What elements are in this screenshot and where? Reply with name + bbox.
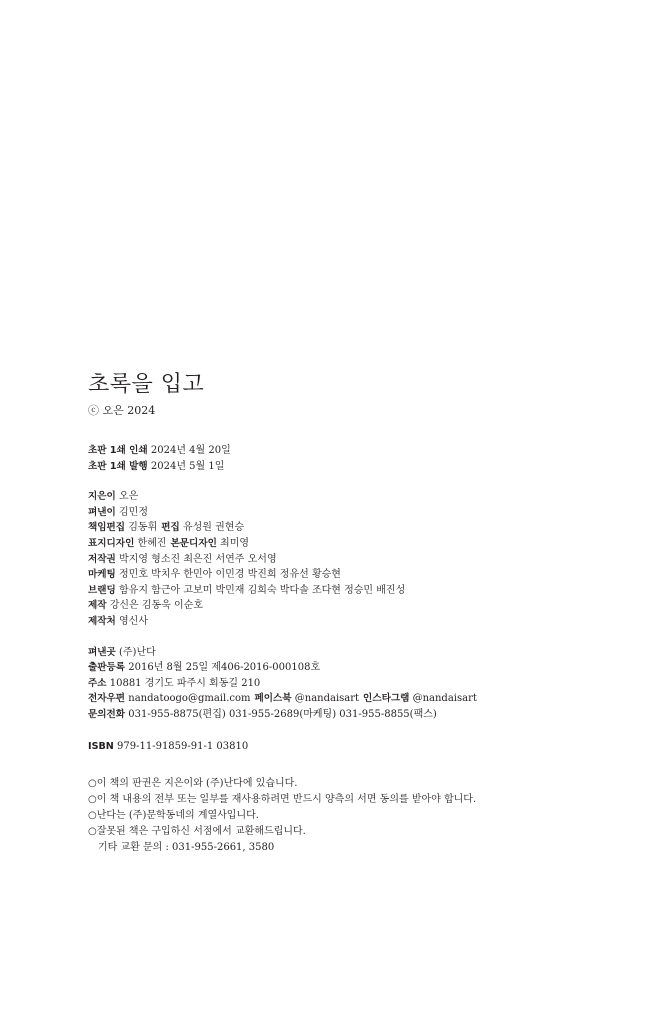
credit-line-value: 김동휘 xyxy=(128,522,158,534)
credit-line-label: 마케팅 xyxy=(88,569,116,581)
credit-line xyxy=(88,614,648,630)
credit-line-label: 저작권 xyxy=(88,553,116,565)
colophon xyxy=(88,370,648,856)
credit-line-value: 함유지 함근아 고보미 박민재 김희숙 박다솔 조다현 정승민 배진성 xyxy=(119,584,406,596)
credit-line-value: 유성원 권현승 xyxy=(182,522,245,534)
note-line: ○이 책 내용의 전부 또는 일부를 재사용하려면 반드시 양측의 서면 동의를 받아야 합니다. xyxy=(88,794,477,806)
credit-line xyxy=(88,520,648,536)
printing-line-label: 초판 1쇄 발행 xyxy=(88,460,148,472)
publisher-info xyxy=(88,645,648,723)
printing-line-value: 2024년 5월 1일 xyxy=(150,460,225,472)
credit-line-value: 영신사 xyxy=(119,615,148,627)
publisher-line-value: @nandaisart xyxy=(412,693,477,705)
book-title: 초록을 입고 xyxy=(88,372,205,397)
printing-info xyxy=(88,443,648,474)
publisher-line xyxy=(88,707,648,723)
isbn-value: 979-11-91859-91-1 03810 xyxy=(117,740,249,752)
publisher-line-value: (주)난다 xyxy=(119,646,156,658)
publisher-line xyxy=(88,691,648,707)
printing-line xyxy=(88,459,648,475)
publisher-line-value: @nandaisart xyxy=(294,693,360,705)
credit-line-label: 펴낸이 xyxy=(88,506,116,518)
publisher-line-label: 펴낸곳 xyxy=(88,646,116,658)
credit-line xyxy=(88,583,648,599)
publisher-line-label: 주소 xyxy=(88,677,107,689)
credit-line-label: 제작처 xyxy=(88,615,116,627)
publisher-line-label: 페이스북 xyxy=(254,693,292,705)
isbn-line xyxy=(88,739,648,755)
credit-line xyxy=(88,505,648,521)
credit-line-label: 표지디자인 xyxy=(88,537,135,549)
publisher-line-value: 10881 경기도 파주시 회동길 210 xyxy=(109,677,261,689)
credit-line-value: 강신은 김동욱 이순호 xyxy=(109,600,204,612)
publisher-line-value: 031-955-8875(편집) 031-955-2689(마케팅) 031-955-8855(팩스) xyxy=(128,708,437,720)
credit-line xyxy=(88,536,648,552)
isbn-label: ISBN xyxy=(88,740,114,752)
publisher-line xyxy=(88,676,648,692)
publisher-line xyxy=(88,645,648,661)
credit-line-value: 최미영 xyxy=(220,537,250,549)
credit-line xyxy=(88,598,648,614)
credit-line-label: 제작 xyxy=(88,600,107,612)
publisher-line-label: 전자우편 xyxy=(88,693,126,705)
credit-line-value: 한혜진 xyxy=(137,537,167,549)
printing-line-value: 2024년 4월 20일 xyxy=(150,445,231,456)
copyright-notice: ⓒ 오은 2024 xyxy=(88,404,156,417)
printing-line-label: 초판 1쇄 인쇄 xyxy=(88,445,148,456)
credit-line-label: 편집 xyxy=(161,522,180,534)
credit-line-label: 책임편집 xyxy=(88,522,126,534)
credit-line xyxy=(88,567,648,583)
publisher-line xyxy=(88,660,648,676)
credit-line-label: 지은이 xyxy=(88,491,116,503)
note-line: ○난다는 (주)문학동네의 계열사입니다. xyxy=(88,810,259,822)
credit-line-value: 오은 xyxy=(119,491,139,503)
credit-line xyxy=(88,489,648,505)
credits xyxy=(88,489,648,629)
credit-line-label: 본문디자인 xyxy=(170,537,217,549)
note-line: ○이 책의 판권은 지은이와 (주)난다에 있습니다. xyxy=(88,778,298,790)
publisher-line-value: nandatoogo@gmail.com xyxy=(128,693,251,705)
notes-extra: 기타 교환 문의 : 031-955-2661, 3580 xyxy=(98,842,275,854)
credit-line xyxy=(88,552,648,568)
notes xyxy=(88,776,648,840)
note-line: ○잘못된 책은 구입하신 서점에서 교환해드립니다. xyxy=(88,826,306,838)
publisher-line-label: 문의전화 xyxy=(88,708,126,720)
printing-line xyxy=(88,443,648,459)
credit-line-value: 김민정 xyxy=(119,506,148,518)
credit-line-label: 브랜딩 xyxy=(88,584,116,596)
publisher-line-value: 2016년 8월 25일 제406-2016-000108호 xyxy=(128,662,321,674)
publisher-line-label: 인스타그램 xyxy=(363,693,410,705)
publisher-line-label: 출판등록 xyxy=(88,662,126,674)
credit-line-value: 박지영 형소진 최은진 서연주 오서영 xyxy=(119,553,277,565)
credit-line-value: 정민호 박치우 한민아 이민경 박진희 정유선 황승현 xyxy=(119,569,341,581)
